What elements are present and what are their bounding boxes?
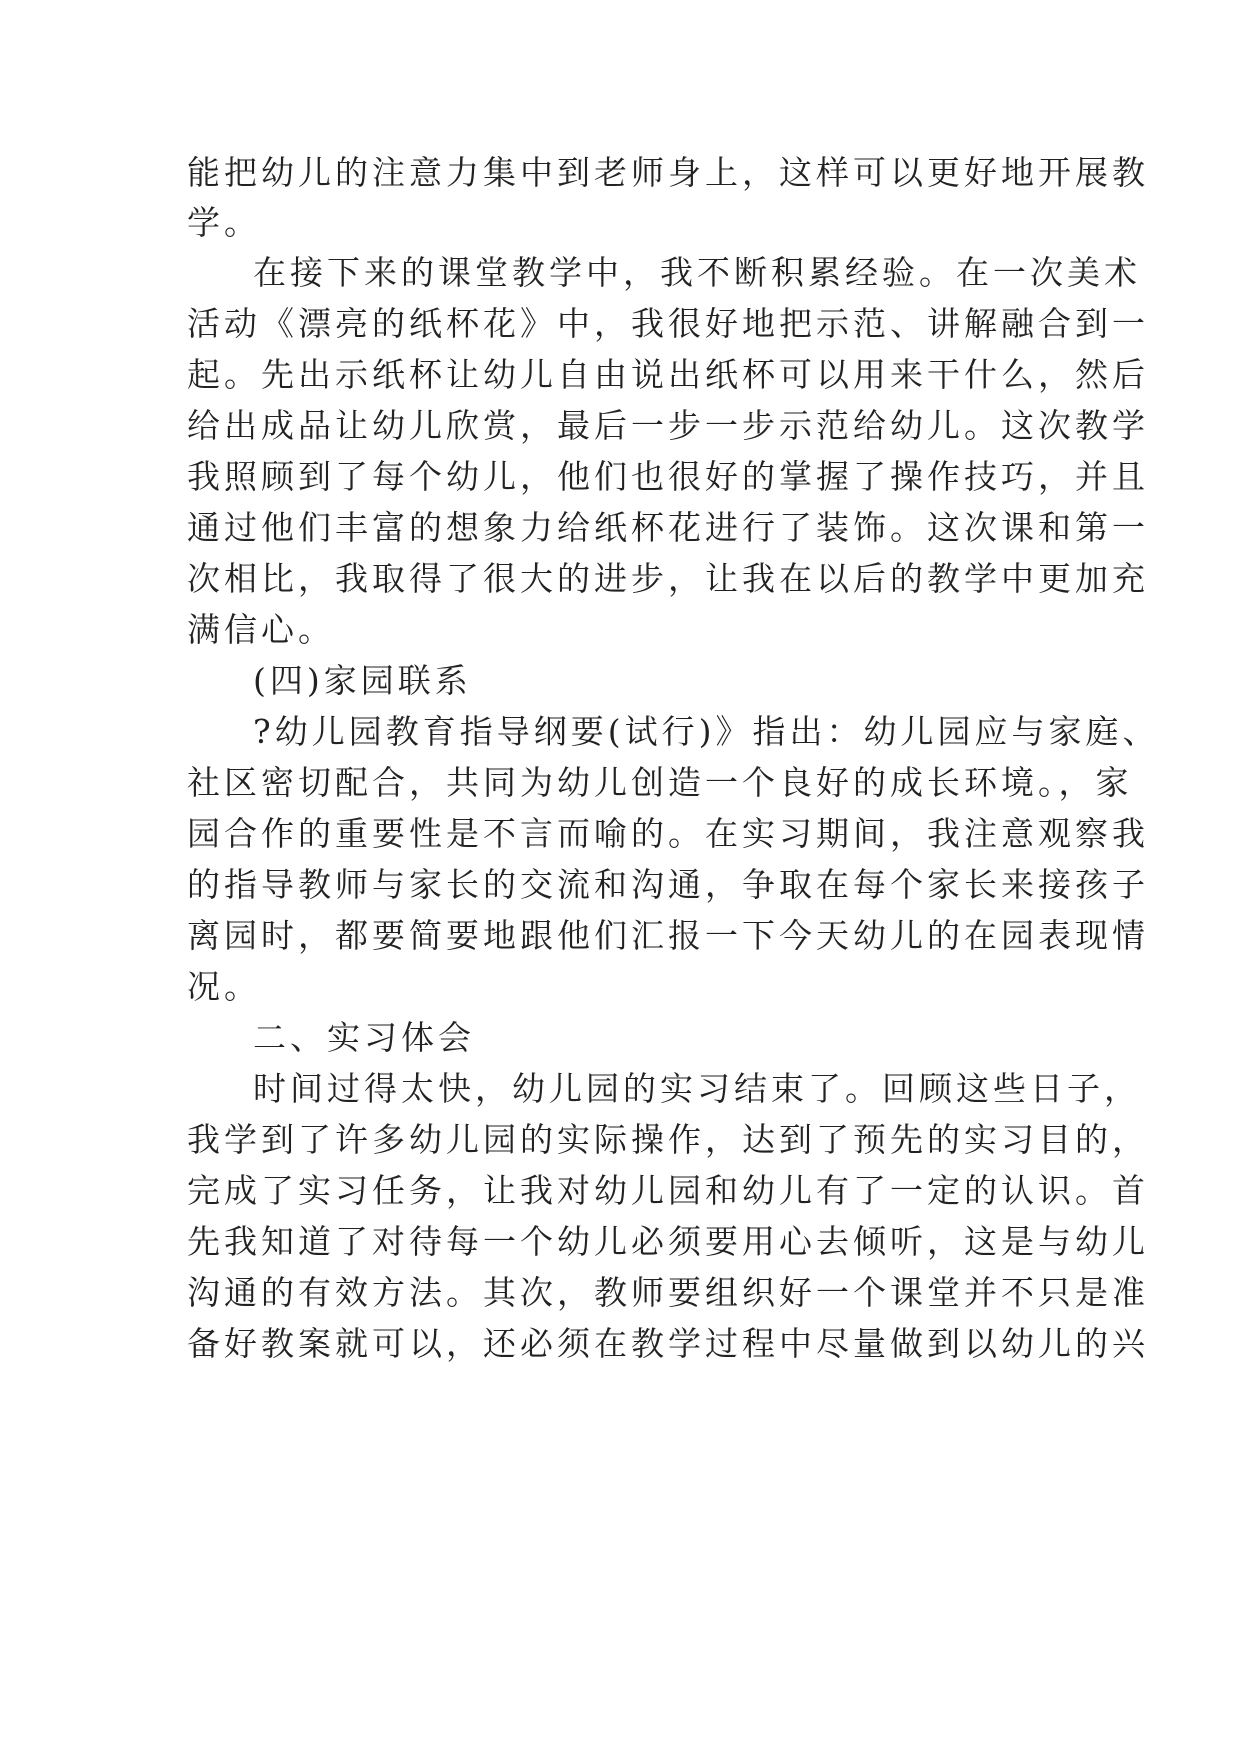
text-line: 园合作的重要性是不言而喻的。在实习期间，我注意观察我 [187,814,1149,853]
text-line: 完成了实习任务，让我对幼儿园和幼儿有了一定的认识。首 [187,1171,1149,1210]
section-heading: 二、实习体会 [253,1018,475,1057]
text-line: ?幼儿园教育指导纲要(试行)》指出：幼儿园应与家庭、 [253,712,1160,751]
text-line: 的指导教师与家长的交流和沟通，争取在每个家长来接孩子 [187,865,1149,904]
text-line: 我学到了许多幼儿园的实际操作，达到了预先的实习目的， [187,1120,1149,1159]
text-line: 通过他们丰富的想象力给纸杯花进行了装饰。这次课和第一 [187,508,1149,547]
text-line: 况。 [187,967,261,1006]
text-line: 能把幼儿的注意力集中到老师身上，这样可以更好地开展教 [187,153,1149,192]
text-line: 在接下来的课堂教学中，我不断积累经验。在一次美术 [253,253,1141,292]
text-line: 给出成品让幼儿欣赏，最后一步一步示范给幼儿。这次教学 [187,406,1149,445]
text-line: 我照顾到了每个幼儿，他们也很好的掌握了操作技巧，并且 [187,457,1149,496]
text-line: 学。 [187,203,261,242]
text-line: 起。先出示纸杯让幼儿自由说出纸杯可以用来干什么，然后 [187,355,1149,394]
text-line: 活动《漂亮的纸杯花》中，我很好地把示范、讲解融合到一 [187,304,1149,343]
text-line: 先我知道了对待每一个幼儿必须要用心去倾听，这是与幼儿 [187,1222,1149,1261]
text-line: 次相比，我取得了很大的进步，让我在以后的教学中更加充 [187,559,1149,598]
section-heading: (四)家园联系 [253,661,472,700]
text-line: 离园时，都要简要地跟他们汇报一下今天幼儿的在园表现情 [187,916,1149,955]
text-line: 满信心。 [187,610,335,649]
text-line: 备好教案就可以，还必须在教学过程中尽量做到以幼儿的兴 [187,1324,1149,1363]
text-line: 时间过得太快，幼儿园的实习结束了。回顾这些日子， [253,1069,1141,1108]
text-line: 沟通的有效方法。其次，教师要组织好一个课堂并不只是准 [187,1273,1149,1312]
text-line: 社区密切配合，共同为幼儿创造一个良好的成长环境。，家 [187,763,1133,802]
